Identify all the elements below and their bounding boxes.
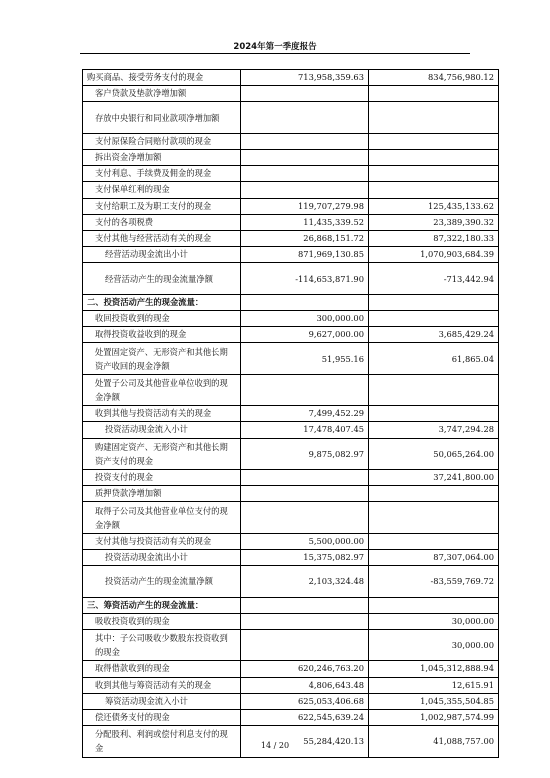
prior-period-value: 3,685,429.24	[369, 327, 499, 343]
current-period-value: 9,627,000.00	[241, 327, 369, 343]
table-row	[83, 533, 499, 549]
prior-period-value	[369, 406, 499, 422]
row-label: 支付的各项税费	[83, 214, 241, 230]
table-row	[83, 613, 499, 629]
row-label: 取得投资收益收到的现金	[83, 327, 241, 343]
current-period-value	[241, 486, 369, 502]
current-period-value	[241, 150, 369, 166]
current-period-value	[241, 86, 369, 102]
row-label: 客户贷款及垫款净增加额	[83, 86, 241, 102]
current-period-value	[241, 613, 369, 629]
table-row	[83, 486, 499, 502]
table-row	[83, 550, 499, 566]
current-period-value: 4,806,643.48	[241, 677, 369, 693]
table-row	[83, 502, 499, 533]
row-label: 支付给职工及为职工支付的现金	[83, 198, 241, 214]
row-label: 分配股利、利润或偿付利息支付的现金	[83, 726, 241, 757]
row-label: 吸收投资收到的现金	[83, 613, 241, 629]
table-row	[83, 166, 499, 182]
prior-period-value: 23,389,390.32	[369, 214, 499, 230]
table-row	[83, 311, 499, 327]
table-row	[83, 693, 499, 709]
row-label: 取得子公司及其他营业单位支付的现金净额	[83, 502, 241, 533]
current-period-value	[241, 470, 369, 486]
table-row	[83, 133, 499, 149]
row-label: 处置子公司及其他营业单位收到的现金净额	[83, 374, 241, 405]
prior-period-value: -83,559,769.72	[369, 566, 499, 597]
prior-period-value	[369, 102, 499, 133]
table-row	[83, 422, 499, 438]
current-period-value	[241, 294, 369, 310]
prior-period-value	[369, 294, 499, 310]
table-row	[83, 438, 499, 469]
table-row	[83, 343, 499, 374]
current-period-value	[241, 102, 369, 133]
row-label: 支付其他与经营活动有关的现金	[83, 231, 241, 247]
prior-period-value	[369, 133, 499, 149]
prior-period-value	[369, 486, 499, 502]
prior-period-value: 1,045,312,888.94	[369, 661, 499, 677]
row-label: 偿还债务支付的现金	[83, 710, 241, 726]
row-label: 支付保单红利的现金	[83, 182, 241, 198]
row-label: 投资活动现金流出小计	[83, 550, 241, 566]
table-row	[83, 597, 499, 613]
row-label: 取得借款收到的现金	[83, 661, 241, 677]
row-label: 收到其他与筹资活动有关的现金	[83, 677, 241, 693]
prior-period-value	[369, 502, 499, 533]
table-row	[83, 150, 499, 166]
current-period-value: 713,958,359.63	[241, 70, 369, 86]
prior-period-value: 1,002,987,574.99	[369, 710, 499, 726]
table-row	[83, 198, 499, 214]
current-period-value: 5,500,000.00	[241, 533, 369, 549]
row-label: 筹资活动现金流入小计	[83, 693, 241, 709]
row-label: 质押贷款净增加额	[83, 486, 241, 502]
current-period-value	[241, 597, 369, 613]
report-header-title: 2024年第一季度报告	[233, 42, 317, 52]
prior-period-value: 125,435,133.62	[369, 198, 499, 214]
current-period-value	[241, 182, 369, 198]
current-period-value: 119,707,279.98	[241, 198, 369, 214]
row-label: 购建固定资产、无形资产和其他长期资产支付的现金	[83, 438, 241, 469]
prior-period-value: 1,070,903,684.39	[369, 247, 499, 263]
prior-period-value	[369, 166, 499, 182]
table-row	[83, 470, 499, 486]
table-row	[83, 710, 499, 726]
prior-period-value	[369, 182, 499, 198]
current-period-value	[241, 502, 369, 533]
row-label: 投资活动产生的现金流量净额	[83, 566, 241, 597]
prior-period-value	[369, 86, 499, 102]
current-period-value	[241, 133, 369, 149]
row-label: 支付原保险合同赔付款项的现金	[83, 133, 241, 149]
row-label: 处置固定资产、无形资产和其他长期资产收回的现金净额	[83, 343, 241, 374]
row-label: 经营活动产生的现金流量净额	[83, 263, 241, 294]
current-period-value: 9,875,082.97	[241, 438, 369, 469]
current-period-value	[241, 374, 369, 405]
prior-period-value: 87,322,180.33	[369, 231, 499, 247]
prior-period-value	[369, 533, 499, 549]
prior-period-value	[369, 150, 499, 166]
prior-period-value: 50,065,264.00	[369, 438, 499, 469]
current-period-value: 2,103,324.48	[241, 566, 369, 597]
prior-period-value: 87,307,064.00	[369, 550, 499, 566]
prior-period-value: 12,615.91	[369, 677, 499, 693]
current-period-value: 11,435,339.52	[241, 214, 369, 230]
row-label: 购买商品、接受劳务支付的现金	[83, 70, 241, 86]
table-row	[83, 263, 499, 294]
prior-period-value: 30,000.00	[369, 630, 499, 661]
current-period-value: 620,246,763.20	[241, 661, 369, 677]
prior-period-value: 1,045,355,504.85	[369, 693, 499, 709]
table-row	[83, 214, 499, 230]
table-row	[83, 102, 499, 133]
table-row	[83, 182, 499, 198]
row-label: 经营活动现金流出小计	[83, 247, 241, 263]
cash-flow-table	[82, 69, 499, 758]
table-row	[83, 231, 499, 247]
prior-period-value	[369, 374, 499, 405]
current-period-value	[241, 166, 369, 182]
prior-period-value: -713,442.94	[369, 263, 499, 294]
prior-period-value	[369, 597, 499, 613]
current-period-value: 7,499,452.29	[241, 406, 369, 422]
table-row	[83, 374, 499, 405]
table-row	[83, 677, 499, 693]
current-period-value: 55,284,420.13	[241, 726, 369, 757]
prior-period-value	[369, 311, 499, 327]
row-label: 支付利息、手续费及佣金的现金	[83, 166, 241, 182]
prior-period-value: 37,241,800.00	[369, 470, 499, 486]
prior-period-value: 3,747,294.28	[369, 422, 499, 438]
row-label: 其中：子公司吸收少数股东投资收到的现金	[83, 630, 241, 661]
page-number: 14 / 20	[260, 741, 290, 750]
current-period-value: 871,969,130.85	[241, 247, 369, 263]
table-row	[83, 86, 499, 102]
prior-period-value: 834,756,980.12	[369, 70, 499, 86]
table-row	[83, 566, 499, 597]
header-divider	[80, 53, 470, 54]
table-row	[83, 294, 499, 310]
current-period-value: 300,000.00	[241, 311, 369, 327]
current-period-value	[241, 630, 369, 661]
prior-period-value: 30,000.00	[369, 613, 499, 629]
table-row	[83, 630, 499, 661]
table-row	[83, 247, 499, 263]
table-row	[83, 327, 499, 343]
table-row	[83, 70, 499, 86]
prior-period-value: 41,088,757.00	[369, 726, 499, 757]
current-period-value: 622,545,639.24	[241, 710, 369, 726]
current-period-value: 26,868,151.72	[241, 231, 369, 247]
table-row	[83, 406, 499, 422]
row-label: 三、筹资活动产生的现金流量：	[83, 597, 241, 613]
table-row	[83, 661, 499, 677]
row-label: 投资支付的现金	[83, 470, 241, 486]
current-period-value: 625,053,406.68	[241, 693, 369, 709]
current-period-value: 17,478,407.45	[241, 422, 369, 438]
prior-period-value: 61,865.04	[369, 343, 499, 374]
current-period-value: -114,653,871.90	[241, 263, 369, 294]
row-label: 收回投资收到的现金	[83, 311, 241, 327]
row-label: 二、投资活动产生的现金流量：	[83, 294, 241, 310]
row-label: 存放中央银行和同业款项净增加额	[83, 102, 241, 133]
current-period-value: 15,375,082.97	[241, 550, 369, 566]
row-label: 收到其他与投资活动有关的现金	[83, 406, 241, 422]
row-label: 投资活动现金流入小计	[83, 422, 241, 438]
row-label: 拆出资金净增加额	[83, 150, 241, 166]
current-period-value: 51,955.16	[241, 343, 369, 374]
row-label: 支付其他与投资活动有关的现金	[83, 533, 241, 549]
